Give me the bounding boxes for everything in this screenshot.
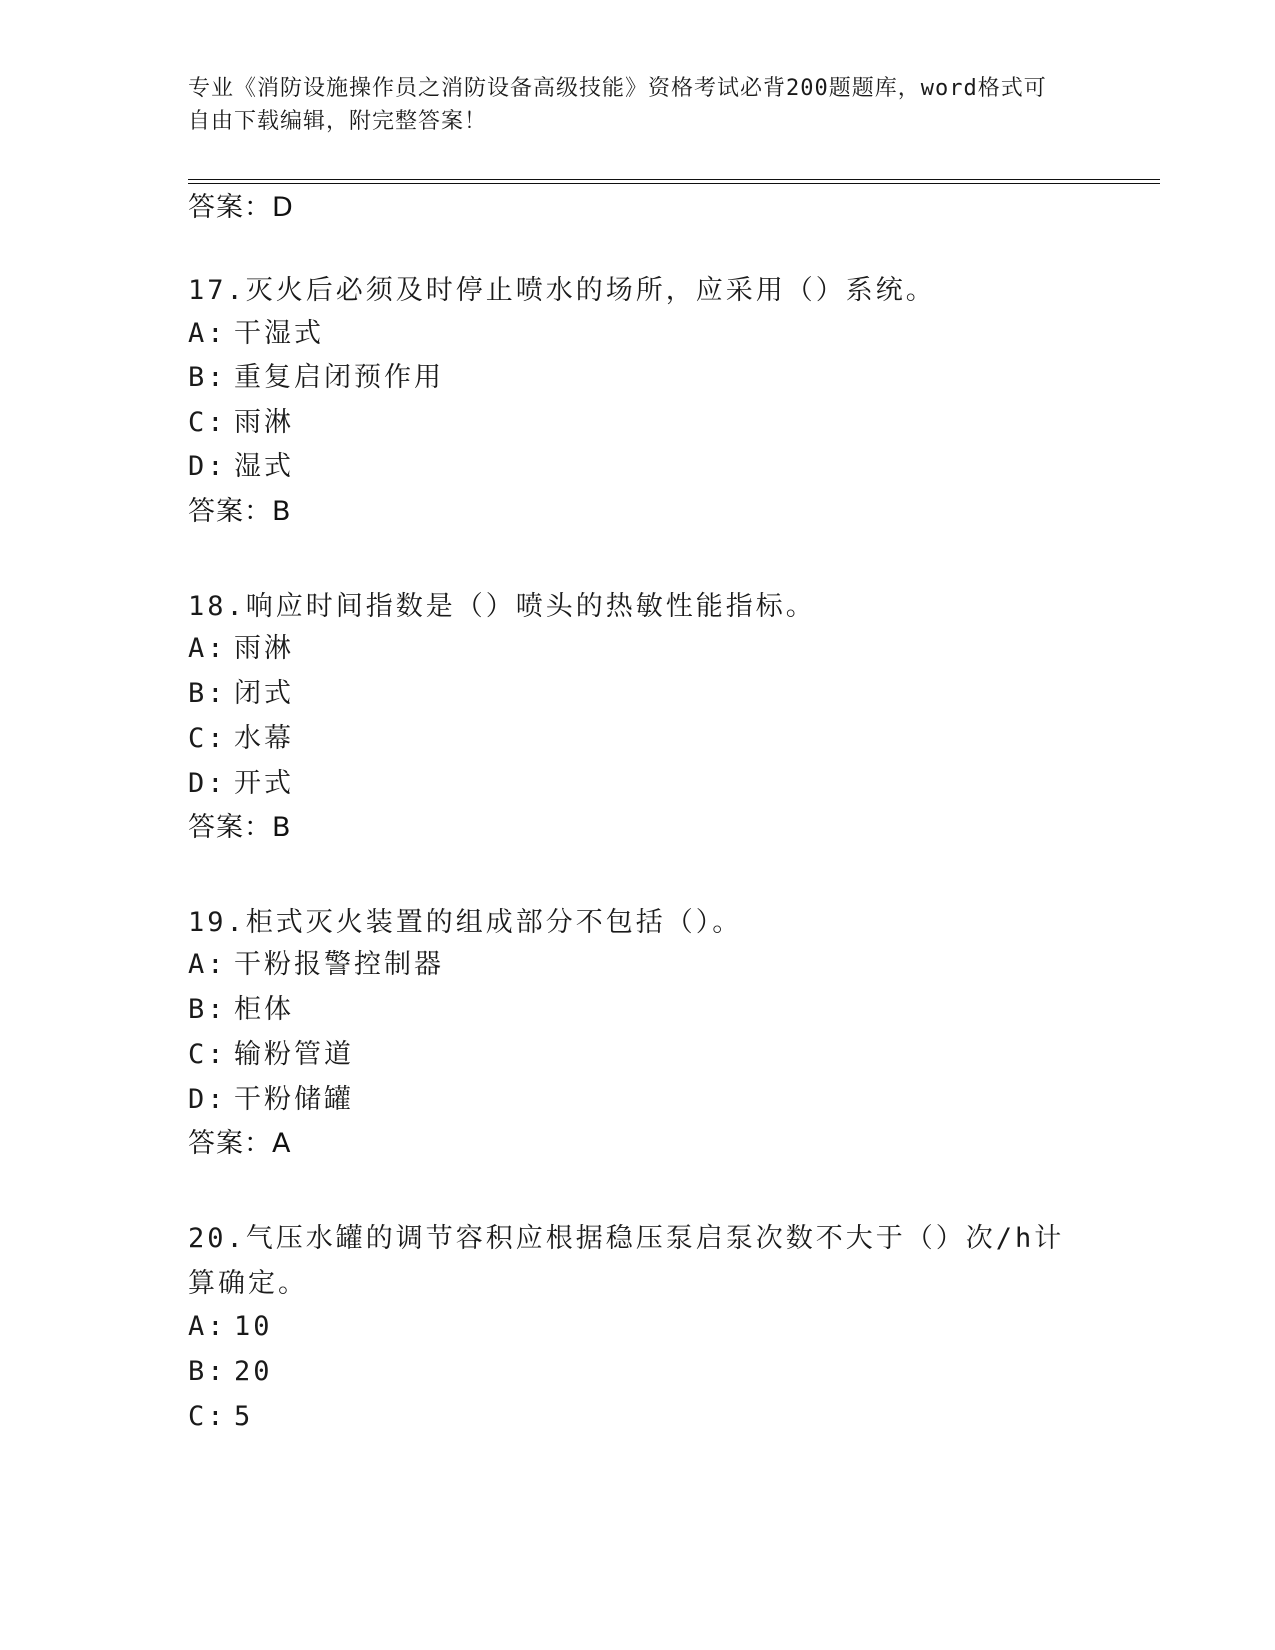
option-text: 重复启闭预作用	[234, 362, 444, 393]
answer-value: A	[272, 1128, 292, 1159]
question-19-option-c	[188, 1037, 354, 1073]
question-20-option-a	[188, 1309, 273, 1345]
header-divider-bottom	[188, 183, 1160, 184]
answer-value: B	[272, 496, 292, 527]
document-header: 专业《消防设施操作员之消防设备高级技能》资格考试必背200题题库，word格式可自由下载编辑，附完整答案！	[188, 76, 1047, 134]
answer-label: 答案：	[188, 496, 272, 527]
answer-value: B	[272, 812, 292, 843]
option-letter: A:	[188, 949, 227, 980]
option-letter: A:	[188, 633, 227, 664]
question-19-stem: 19.柜式灭火装置的组成部分不包括（）。	[188, 907, 743, 938]
question-20-stem: 20.气压水罐的调节容积应根据稳压泵启泵次数不大于（）次/h计算确定。	[188, 1223, 1065, 1299]
option-text: 雨淋	[234, 633, 294, 664]
option-letter: D:	[188, 451, 227, 482]
option-text: 雨淋	[234, 407, 294, 438]
option-text: 5	[234, 1401, 254, 1432]
question-17-option-c	[188, 405, 294, 441]
question-18-option-a	[188, 631, 294, 667]
question-18-option-c	[188, 721, 294, 757]
prev-answer	[188, 190, 294, 226]
option-text: 水幕	[234, 723, 294, 754]
option-letter: D:	[188, 768, 227, 799]
question-20-option-c	[188, 1399, 253, 1435]
question-17-option-a	[188, 316, 324, 352]
option-text: 输粉管道	[234, 1039, 354, 1070]
question-19-option-d	[188, 1082, 354, 1118]
question-19-option-a	[188, 947, 444, 983]
question-18-option-b	[188, 676, 294, 712]
answer-value: D	[272, 192, 294, 223]
answer-label: 答案：	[188, 812, 272, 843]
question-18-stem: 18.响应时间指数是（）喷头的热敏性能指标。	[188, 591, 816, 622]
answer-label: 答案：	[188, 192, 272, 223]
option-letter: A:	[188, 1311, 227, 1342]
option-text: 20	[234, 1356, 273, 1387]
question-17-answer	[188, 494, 292, 530]
question-17-stem: 17.灭火后必须及时停止喷水的场所，应采用（）系统。	[188, 275, 936, 306]
option-text: 闭式	[234, 678, 294, 709]
question-19-answer	[188, 1126, 291, 1162]
option-text: 干粉报警控制器	[234, 949, 444, 980]
question-19-option-b	[188, 992, 294, 1028]
option-letter: B:	[188, 362, 227, 393]
question-17-option-d	[188, 449, 294, 485]
option-text: 湿式	[234, 451, 294, 482]
option-text: 干湿式	[234, 318, 324, 349]
answer-label: 答案：	[188, 1128, 272, 1159]
option-letter: B:	[188, 994, 227, 1025]
option-letter: D:	[188, 1084, 227, 1115]
option-letter: B:	[188, 678, 227, 709]
option-letter: A:	[188, 318, 227, 349]
option-letter: C:	[188, 1039, 227, 1070]
option-text: 柜体	[234, 994, 294, 1025]
option-letter: C:	[188, 723, 227, 754]
option-text: 干粉储罐	[234, 1084, 354, 1115]
question-17-option-b	[188, 360, 444, 396]
question-18-answer	[188, 810, 292, 846]
question-20-option-b	[188, 1354, 273, 1390]
header-divider-top	[188, 179, 1160, 180]
option-text: 开式	[234, 768, 294, 799]
question-18-option-d	[188, 766, 294, 802]
option-text: 10	[234, 1311, 273, 1342]
option-letter: C:	[188, 1401, 227, 1432]
option-letter: C:	[188, 407, 227, 438]
option-letter: B:	[188, 1356, 227, 1387]
